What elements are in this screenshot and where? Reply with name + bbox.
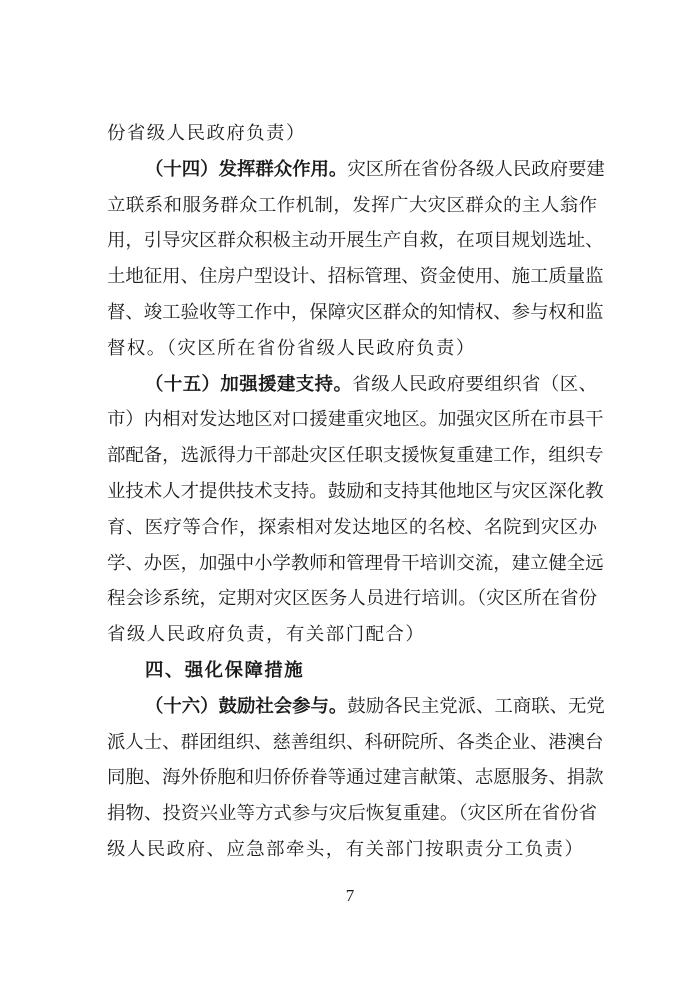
text-line bbox=[107, 367, 597, 403]
text-line: 派人士、群团组织、慈善组织、科研院所、各类企业、港澳台 bbox=[107, 731, 604, 753]
text-line: 程会诊系统，定期对灾区医务人员进行培训。（灾区所在省份 bbox=[107, 588, 597, 610]
text-line: 级人民政府、应急部牵头，有关部门按职责分工负责） bbox=[107, 838, 585, 860]
text-line: 学、办医，加强中小学教师和管理骨干培训交流，建立健全远 bbox=[107, 552, 604, 574]
chapter-heading: 四、强化保障措施 bbox=[145, 659, 305, 681]
text-line: 土地征用、住房户型设计、招标管理、资金使用、施工质量监 bbox=[107, 266, 604, 288]
text-line: 份省级人民政府负责） bbox=[107, 123, 306, 144]
text-line: 业技术人才提供技术支持。鼓励和支持其他地区与灾区深化教 bbox=[107, 480, 604, 502]
section-heading-16: （十六）鼓励社会参与。 bbox=[145, 695, 348, 717]
text-line: 捐物、投资兴业等方式参与灾后恢复重建。（灾区所在省份省 bbox=[107, 803, 597, 825]
body-text bbox=[107, 116, 605, 868]
page-number: 7 bbox=[345, 886, 355, 905]
text-line: 用，引导灾区群众积极主动开展生产自救，在项目规划选址、 bbox=[107, 230, 604, 252]
text-line: 督权。（灾区所在省份省级人民政府负责） bbox=[107, 337, 476, 359]
line-text: 鼓励各民主党派、工商联、无党 bbox=[347, 695, 605, 717]
text-line: 育、医疗等合作，探索相对发达地区的名校、名院到灾区办 bbox=[107, 516, 597, 538]
section-heading-15: （十五）加强援建支持。 bbox=[145, 373, 353, 395]
text-line: 同胞、海外侨胞和归侨侨眷等通过建言献策、志愿服务、捐款 bbox=[107, 767, 604, 789]
text-line: 立联系和服务群众工作机制，发挥广大灾区群众的主人翁作 bbox=[107, 194, 597, 216]
section-heading-14: （十四）发挥群众作用。 bbox=[145, 158, 348, 180]
text-line: 市）内相对发达地区对口援建重灾地区。加强灾区所在市县干 bbox=[107, 409, 604, 431]
text-line: 部配备，选派得力干部赴灾区任职支援恢复重建工作，组织专 bbox=[107, 445, 604, 467]
text-line bbox=[107, 689, 605, 725]
text-line bbox=[107, 152, 605, 188]
line-text: 灾区所在省份各级人民政府要建 bbox=[347, 158, 605, 180]
line-text: 省级人民政府要组织省（区、 bbox=[352, 373, 597, 395]
text-line: 省级人民政府负责，有关部门配合） bbox=[107, 624, 426, 646]
text-line: 督、竣工验收等工作中，保障灾区群众的知情权、参与权和监 bbox=[107, 301, 604, 323]
